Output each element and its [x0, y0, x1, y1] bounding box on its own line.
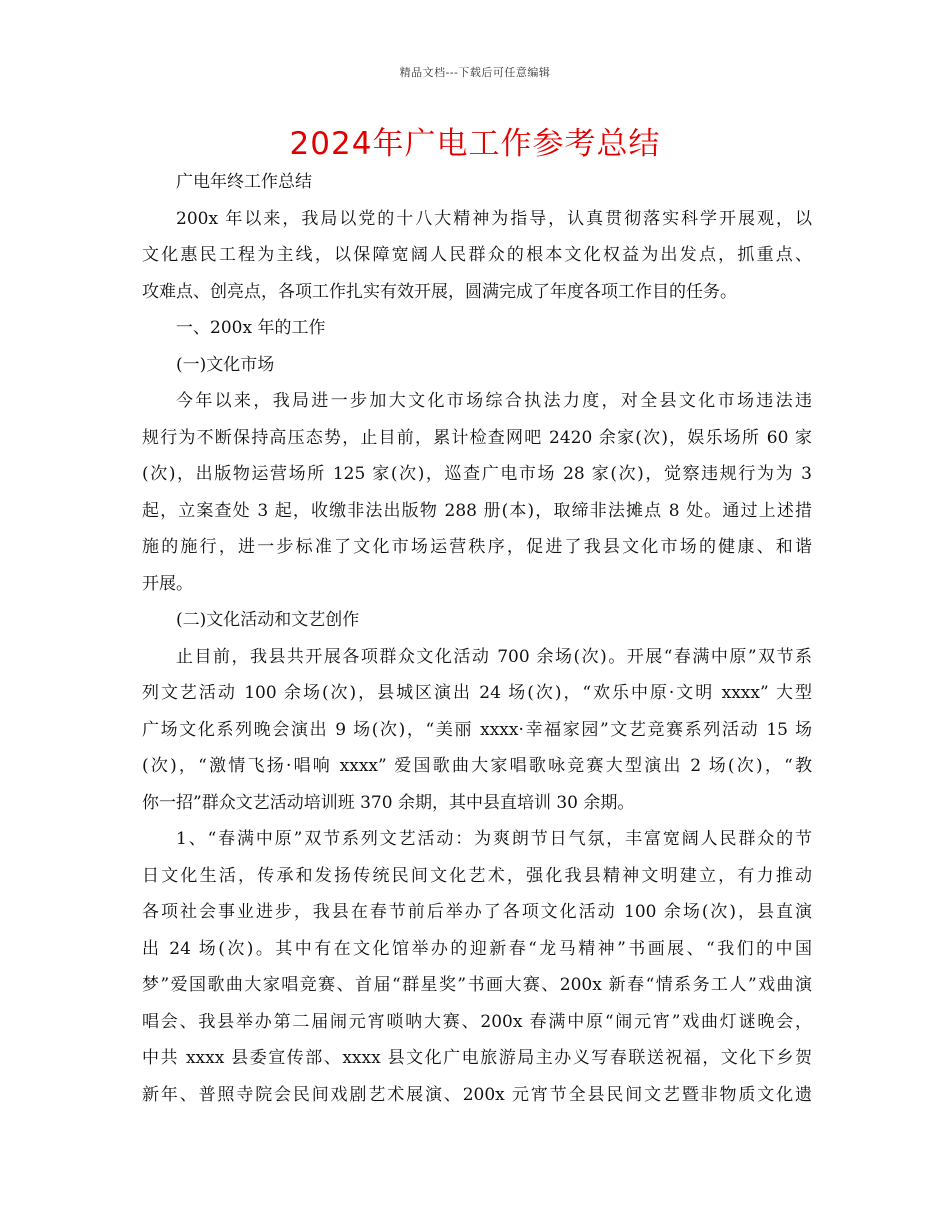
body-line: 200x 年以来，我局以党的十八大精神为指导，认真贯彻落实科学开展观，以	[176, 208, 812, 229]
body-line: 出 24 场(次)。其中有在文化馆举办的迎新春“龙马精神”书画展、“我们的中国	[142, 938, 812, 959]
body-line: 日文化生活，传承和发扬传统民间文化艺术，强化我县精神文明建立，有力推动	[142, 865, 812, 886]
document-body	[142, 164, 812, 1113]
body-line: 施的施行，进一步标准了文化市场运营秩序，促进了我县文化市场的健康、和谐	[142, 537, 812, 557]
body-line: 你一招”群众文艺活动培训班 370 余期，其中县直培训 30 余期。	[142, 792, 635, 813]
header-note: 精品文档---下载后可任意编辑	[399, 66, 551, 79]
body-line: 止目前，我县共开展各项群众文化活动 700 余场(次)。开展“春满中原”双节系	[176, 646, 812, 667]
body-line: 文化惠民工程为主线，以保障宽阔人民群众的根本文化权益为出发点，抓重点、	[142, 245, 812, 265]
body-line: 1、“春满中原”双节系列文艺活动：为爽朗节日气氛，丰富宽阔人民群众的节	[176, 829, 812, 849]
body-line: 各项社会事业进步，我县在春节前后举办了各项文化活动 100 余场(次)，县直演	[142, 902, 812, 922]
body-line: (次)，出版物运营场所 125 家(次)，巡查广电市场 28 家(次)，觉察违规行为为 3	[142, 464, 812, 484]
body-line: 起，立案查处 3 起，收缴非法出版物 288 册(本)，取缔非法摊点 8 处。通过上述措	[142, 500, 812, 521]
body-line: 广电年终工作总结	[176, 172, 312, 192]
document-title: 2024年广电工作参考总结	[289, 126, 661, 162]
body-line: 今年以来，我局进一步加大文化市场综合执法力度，对全县文化市场违法违	[176, 391, 812, 411]
body-line: 攻难点、创亮点，各项工作扎实有效开展，圆满完成了年度各项工作目的任务。	[142, 281, 737, 302]
body-line: 梦”爱国歌曲大家唱竞赛、首届“群星奖”书画大赛、200x 新春“情系务工人”戏曲演	[142, 975, 812, 995]
body-line: (二)文化活动和文艺创作	[176, 610, 360, 630]
body-line: 唱会、我县举办第二届闹元宵唢呐大赛、200x 春满中原“闹元宵”戏曲灯谜晚会，	[142, 1011, 812, 1032]
body-line: 广场文化系列晚会演出 9 场(次)，“美丽 xxxx·幸福家园”文艺竞赛系列活动 15 场	[142, 719, 812, 740]
body-line: 中共 xxxx 县委宣传部、xxxx 县文化广电旅游局主办义写春联送祝福，文化下乡贺	[142, 1048, 812, 1068]
body-line: 规行为不断保持高压态势，止目前，累计检查网吧 2420 余家(次)，娱乐场所 60 家	[142, 427, 812, 448]
body-line: 新年、普照寺院会民间戏剧艺术展演、200x 元宵节全县民间文艺暨非物质文化遗	[142, 1084, 812, 1105]
body-line: (一)文化市场	[176, 354, 275, 375]
body-line: 开展。	[142, 573, 193, 594]
body-line: 一、200x 年的工作	[176, 318, 326, 338]
body-line: (次)，“激情飞扬·唱响 xxxx” 爱国歌曲大家唱歌咏竞赛大型演出 2 场(次)，“教	[142, 756, 812, 776]
body-line: 列文艺活动 100 余场(次)，县城区演出 24 场(次)，“欢乐中原·文明 xxxx” 大型	[142, 683, 812, 703]
